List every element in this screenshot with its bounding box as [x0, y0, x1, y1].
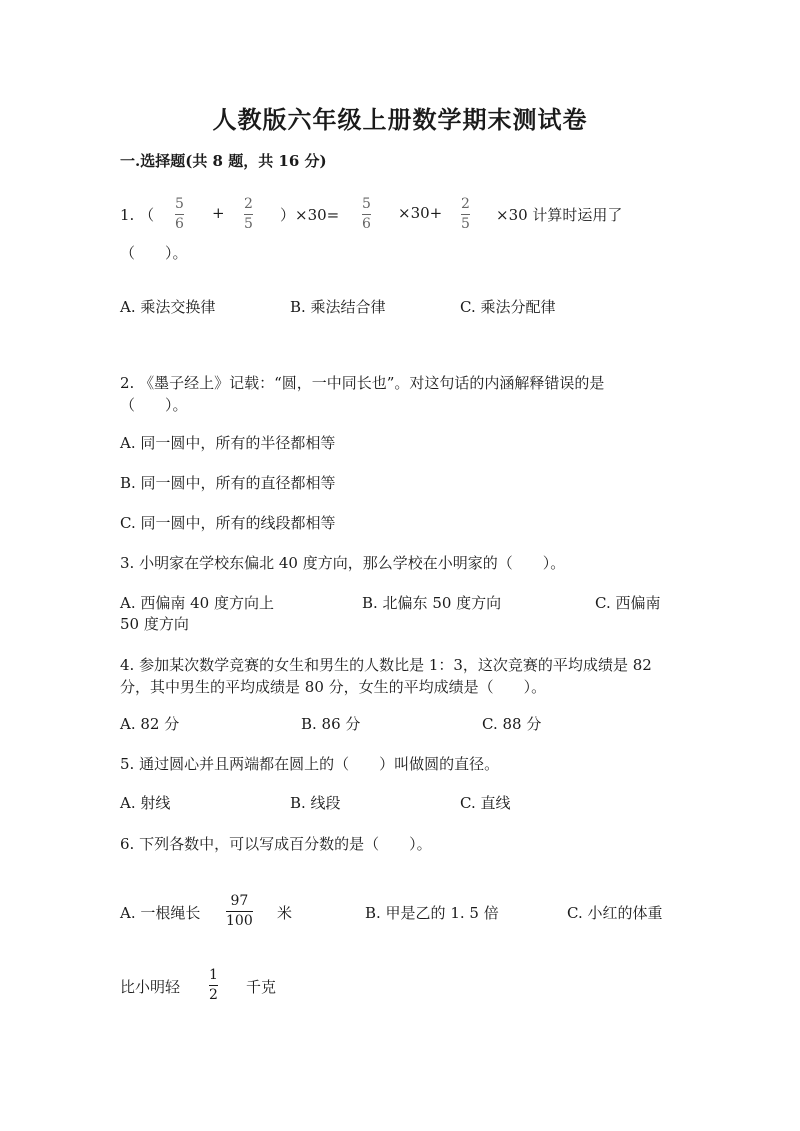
q5-option-a: A. 射线: [120, 794, 171, 812]
q6-option-c: C. 小红的体重: [567, 904, 663, 922]
q6-option-a: A. 一根绳长: [120, 904, 201, 922]
q2-option-a: A. 同一圆中，所有的半径都相等: [120, 434, 336, 452]
q4-option-a: A. 82 分: [120, 715, 180, 733]
q1-fraction-3-den: 6: [362, 216, 371, 232]
q1-fraction-4: [461, 196, 470, 233]
q6-option-c-cont: 比小明轻: [120, 978, 181, 996]
q1-fraction-2-den: 5: [244, 216, 253, 232]
q5-option-b: B. 线段: [290, 794, 341, 812]
q1-plus: +: [212, 204, 225, 222]
q1-fraction-3: [362, 196, 371, 233]
q6-option-c-fraction: [209, 967, 218, 1004]
q4-option-c: C. 88 分: [482, 715, 542, 733]
q4-option-b: B. 86 分: [301, 715, 361, 733]
q1-part1: 1. （: [120, 206, 155, 224]
section-heading: 一.选择题(共 8 题，共 16 分): [120, 152, 327, 170]
q3-option-a: A. 西偏南 40 度方向上: [120, 594, 274, 612]
q1-fraction-1-den: 6: [175, 216, 184, 232]
q1-fraction-4-num: 2: [461, 196, 470, 212]
q1-fraction-1-num: 5: [175, 196, 184, 212]
q6-option-a-fraction-den: 100: [226, 913, 253, 929]
q1-part2: ）×30=: [280, 206, 340, 224]
q3-line1: 3. 小明家在学校东偏北 40 度方向，那么学校在小明家的（ ）。: [120, 554, 566, 572]
q1-part4: ×30 计算时运用了: [496, 206, 623, 224]
q1-option-c: C. 乘法分配律: [460, 298, 556, 316]
q3-option-b: B. 北偏东 50 度方向: [362, 594, 502, 612]
page-title: 人教版六年级上册数学期末测试卷: [212, 105, 588, 134]
q4-line2: 分，其中男生的平均成绩是 80 分，女生的平均成绩是（ ）。: [120, 678, 547, 696]
q6-line1: 6. 下列各数中，可以写成百分数的是（ ）。: [120, 835, 432, 853]
q1-fraction-4-den: 5: [461, 216, 470, 232]
q1-fraction-1: [175, 196, 184, 233]
q2-option-c: C. 同一圆中，所有的线段都相等: [120, 514, 336, 532]
q1-part3: ×30+: [398, 204, 443, 222]
q1-option-a: A. 乘法交换律: [120, 298, 216, 316]
q6-option-b: B. 甲是乙的 1. 5 倍: [365, 904, 499, 922]
q6-option-a-fraction-num: 97: [230, 893, 249, 909]
q2-line1: 2. 《墨子经上》记载：“圆，一中同长也”。对这句话的内涵解释错误的是: [120, 374, 605, 392]
q3-option-c: C. 西偏南: [595, 594, 661, 612]
q1-fraction-2: [244, 196, 253, 233]
q2-option-b: B. 同一圆中，所有的直径都相等: [120, 474, 336, 492]
q6-option-c-unit: 千克: [246, 978, 277, 996]
q6-option-c-fraction-den: 2: [209, 987, 218, 1003]
q6-option-a-unit: 米: [277, 904, 293, 922]
q1-option-b: B. 乘法结合律: [290, 298, 386, 316]
q5-option-c: C. 直线: [460, 794, 511, 812]
q5-line1: 5. 通过圆心并且两端都在圆上的（ ）叫做圆的直径。: [120, 755, 500, 773]
q2-line2: （ ）。: [120, 396, 188, 414]
q6-option-a-fraction: [226, 893, 253, 930]
q6-option-c-fraction-num: 1: [209, 967, 218, 983]
q1-line2: （ ）。: [120, 244, 188, 262]
q4-line1: 4. 参加某次数学竞赛的女生和男生的人数比是 1：3，这次竞赛的平均成绩是 82: [120, 656, 652, 674]
q3-option-c-cont: 50 度方向: [120, 615, 189, 633]
q1-fraction-3-num: 5: [362, 196, 371, 212]
q1-fraction-2-num: 2: [244, 196, 253, 212]
